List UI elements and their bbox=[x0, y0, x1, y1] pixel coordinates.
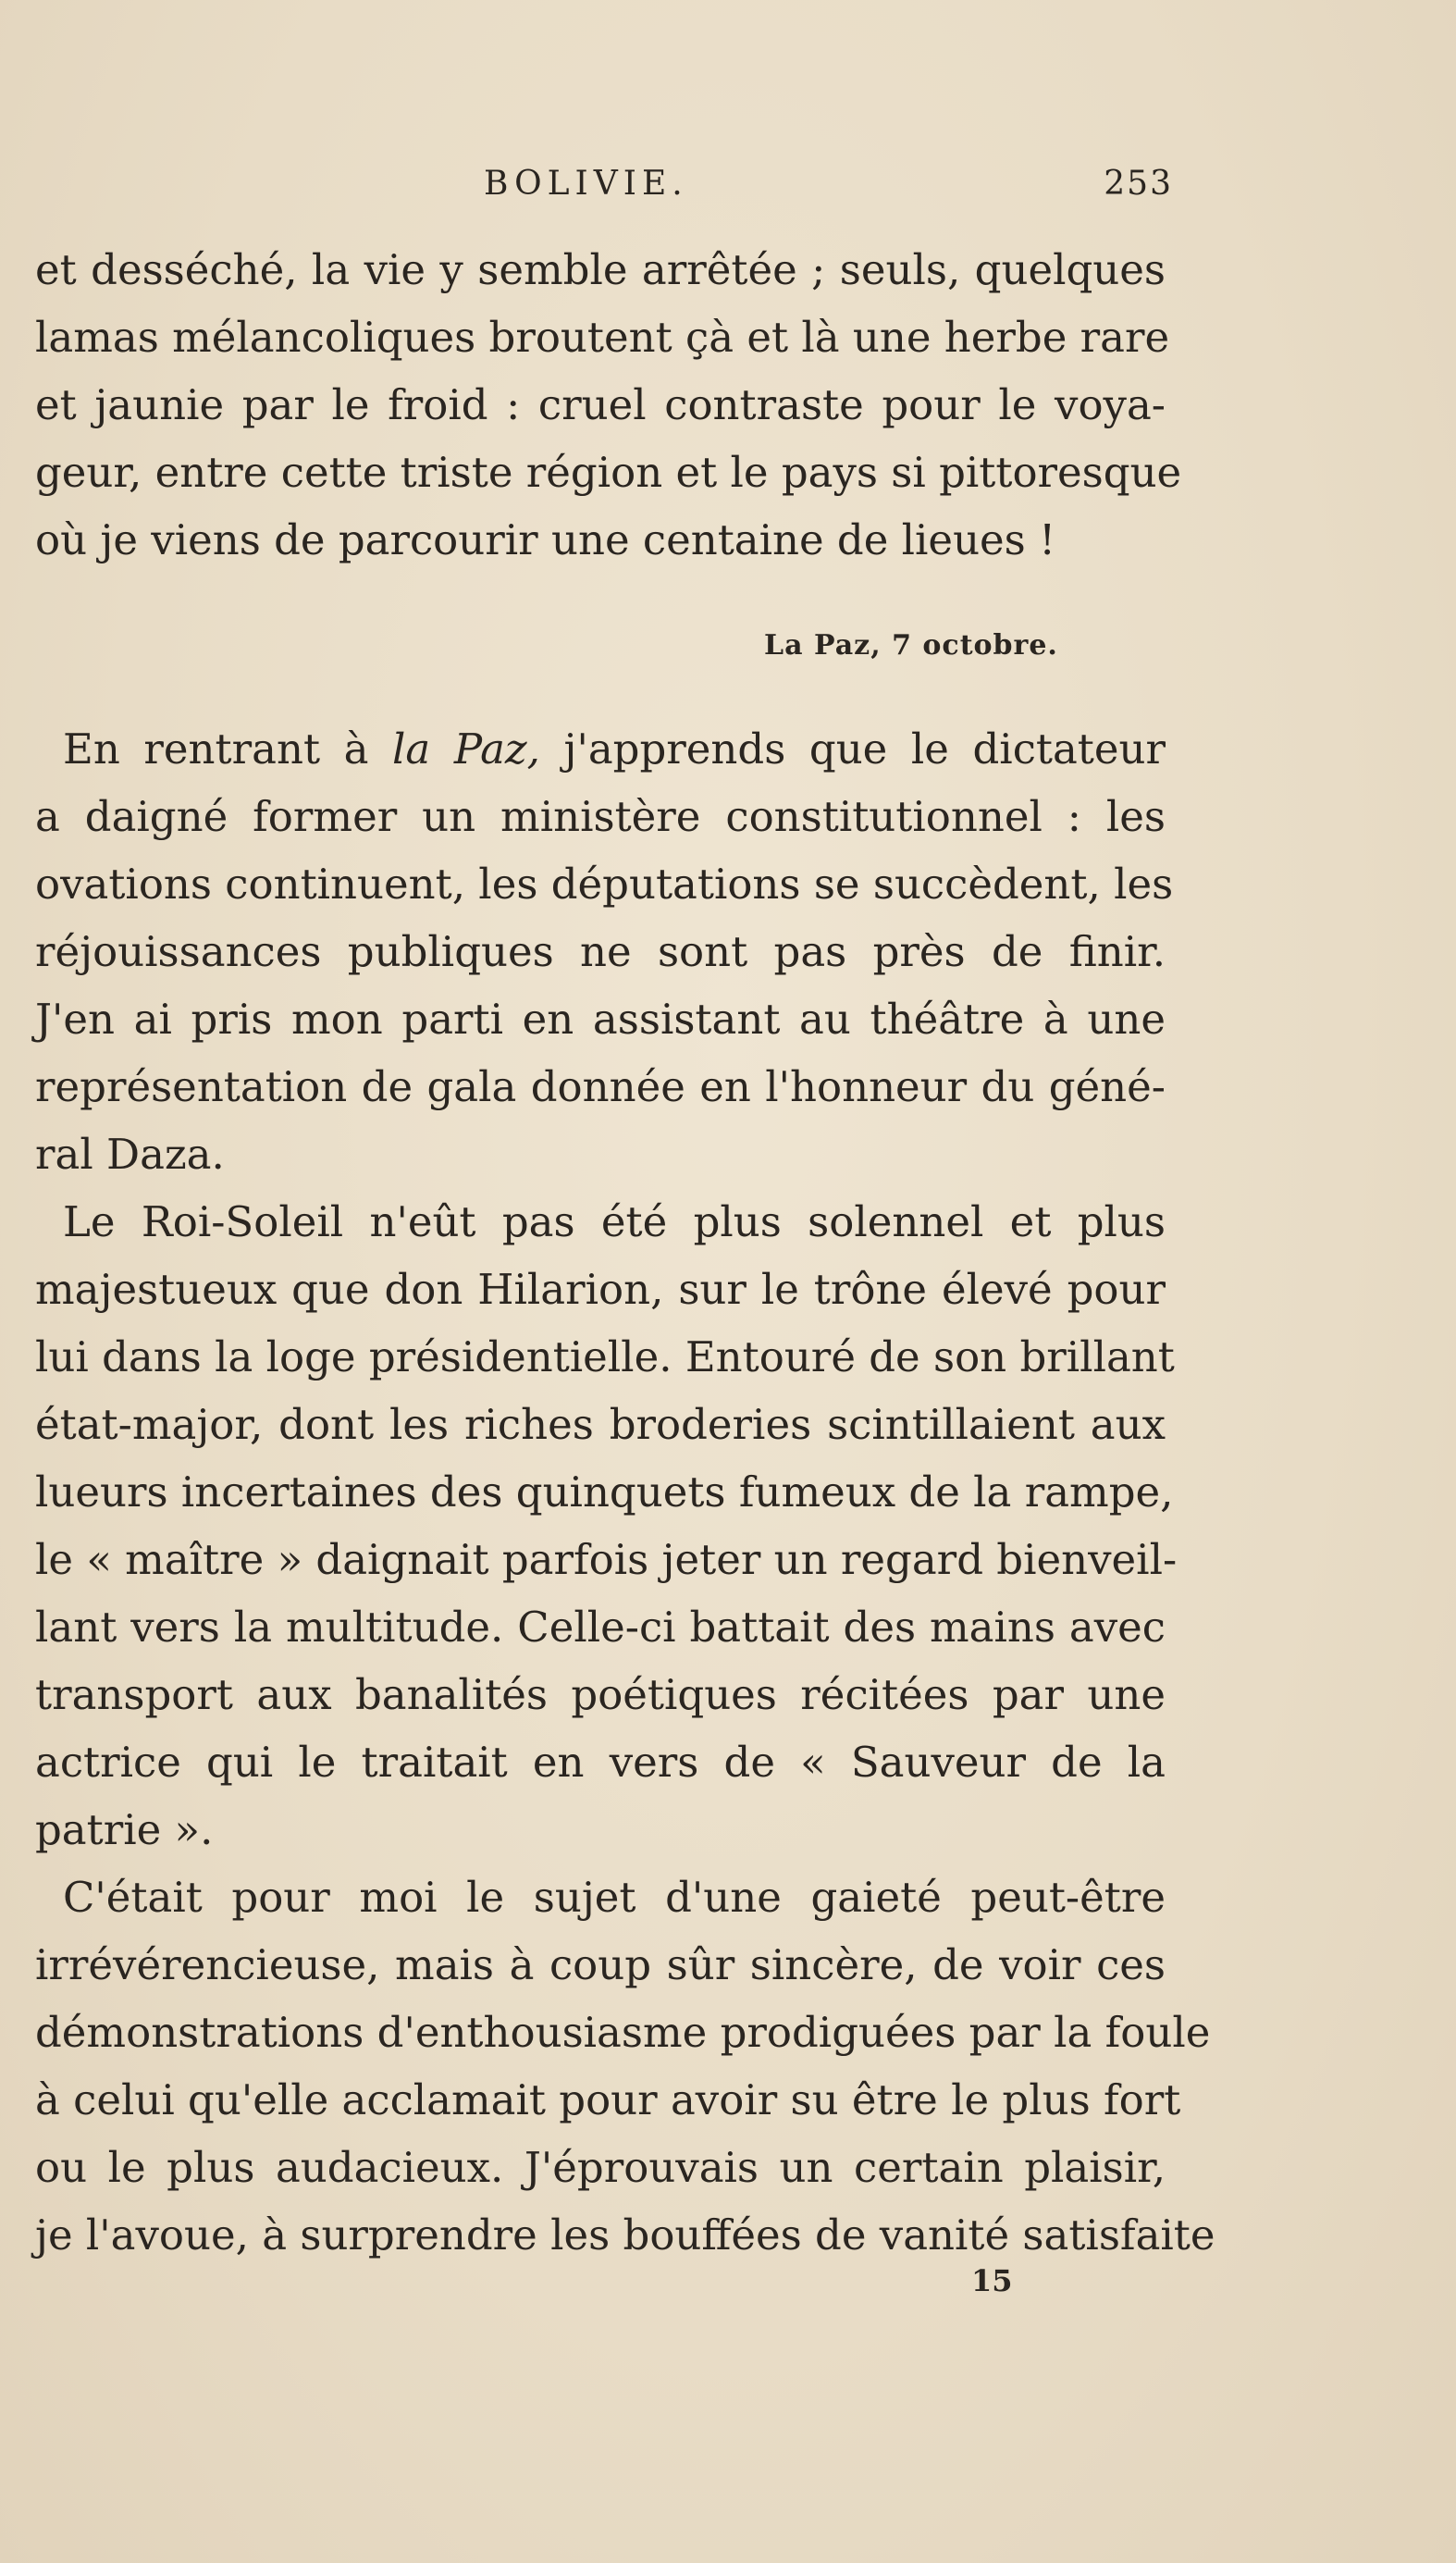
text-line: à celui qu'elle acclamait pour avoir su être le plus fort bbox=[35, 2075, 1181, 2124]
text-line: ou le plus audacieux. J'éprouvais un certain plaisir, bbox=[35, 2143, 1166, 2192]
text-line: lueurs incertaines des quinquets fumeux de la rampe, bbox=[35, 1467, 1174, 1517]
text-line: transport aux banalités poétiques récitées par une bbox=[35, 1670, 1166, 1719]
paragraph-4 bbox=[35, 1863, 1215, 2269]
text-line: démonstrations d'enthousiasme prodiguées par la foule bbox=[35, 2008, 1211, 2057]
text-line: ral Daza. bbox=[35, 1130, 225, 1179]
text-line: lui dans la loge présidentielle. Entouré de son brillant bbox=[35, 1332, 1175, 1381]
page-header bbox=[35, 165, 1173, 220]
paragraph-3 bbox=[35, 1188, 1178, 1863]
text-fragment: En rentrant à bbox=[63, 724, 393, 774]
text-line: réjouissances publiques ne sont pas près de finir. bbox=[35, 927, 1166, 976]
text-line: lamas mélancoliques broutent çà et là une herbe rare bbox=[35, 313, 1170, 362]
dateline: La Paz, 7 octobre. bbox=[764, 629, 1058, 662]
page-number: 253 bbox=[1104, 165, 1173, 203]
text-line: irrévérencieuse, mais à coup sûr sincère, de voir ces bbox=[35, 1940, 1166, 1989]
text-line: et jaunie par le froid : cruel contraste pour le voya- bbox=[35, 380, 1166, 429]
text-line: ovations continuent, les députations se succèdent, les bbox=[35, 860, 1174, 909]
text-line bbox=[35, 715, 1166, 783]
text-line: a daigné former un ministère constitutionnel : les bbox=[35, 792, 1166, 841]
text-line: geur, entre cette triste région et le pays si pittoresque bbox=[35, 448, 1182, 497]
signature-mark: 15 bbox=[971, 2263, 1013, 2298]
text-line: actrice qui le traitait en vers de « Sauveur de la bbox=[35, 1738, 1166, 1787]
text-fragment: j'apprends que le dictateur bbox=[539, 724, 1166, 774]
text-line: représentation de gala donnée en l'honneur du géné- bbox=[35, 1062, 1166, 1111]
text-line: et desséché, la vie y semble arrêtée ; seuls, quelques bbox=[35, 245, 1166, 294]
paragraph-2 bbox=[35, 715, 1174, 1188]
place-name-italic: la Paz, bbox=[392, 724, 540, 774]
text-line: je l'avoue, à surprendre les bouffées de vanité satisfaite bbox=[35, 2210, 1215, 2260]
text-line: état-major, dont les riches broderies scintillaient aux bbox=[35, 1400, 1166, 1449]
text-line: lant vers la multitude. Celle-ci battait des mains avec bbox=[35, 1603, 1166, 1652]
text-line: majestueux que don Hilarion, sur le trône élevé pour bbox=[35, 1265, 1166, 1314]
text-line: J'en ai pris mon parti en assistant au théâtre à une bbox=[35, 995, 1166, 1044]
text-line: le « maître » daignait parfois jeter un regard bienveil- bbox=[35, 1535, 1178, 1584]
text-line: où je viens de parcourir une centaine de lieues ! bbox=[35, 515, 1056, 564]
text-line: Le Roi-Soleil n'eût pas été plus solennel et plus bbox=[63, 1197, 1166, 1246]
text-line: patrie ». bbox=[35, 1805, 214, 1854]
running-title: BOLIVIE. bbox=[484, 165, 688, 203]
text-line: C'était pour moi le sujet d'une gaieté peut-être bbox=[63, 1873, 1166, 1922]
paragraph-1 bbox=[35, 236, 1182, 574]
